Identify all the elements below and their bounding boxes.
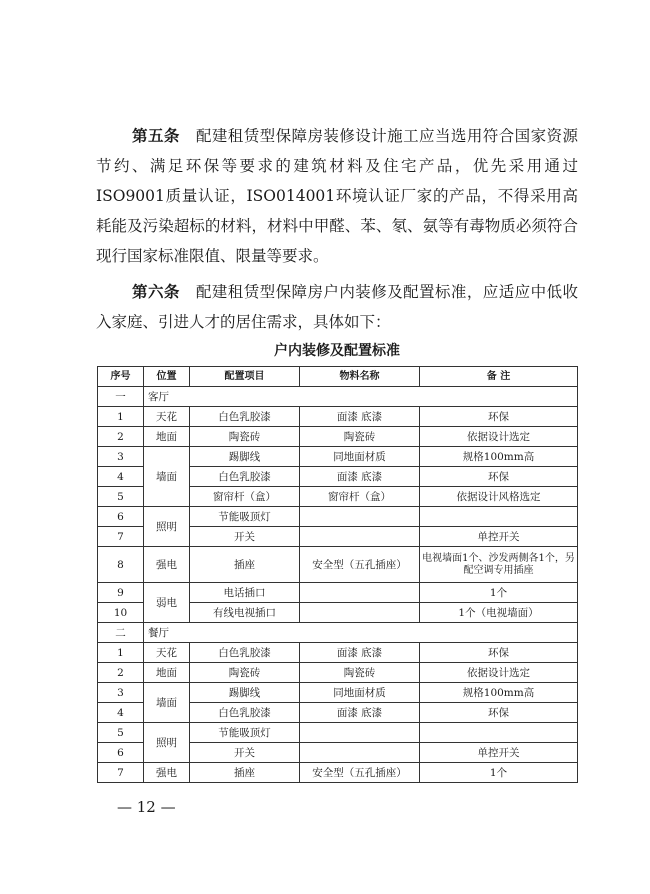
row-note: 依据设计选定 — [420, 427, 578, 447]
row-item: 有线电视插口 — [190, 603, 300, 623]
row-item: 插座 — [190, 763, 300, 783]
row-item: 窗帘杆（盒） — [190, 487, 300, 507]
row-item: 节能吸顶灯 — [190, 723, 300, 743]
section-name: 客厅 — [144, 387, 578, 407]
section-name: 餐厅 — [144, 623, 578, 643]
row-note: 环保 — [420, 703, 578, 723]
row-material — [300, 723, 420, 743]
row-position: 强电 — [144, 547, 190, 583]
row-item: 开关 — [190, 743, 300, 763]
row-note: 依据设计选定 — [420, 663, 578, 683]
table-row — [98, 427, 578, 447]
row-note: 1个 — [420, 763, 578, 783]
row-position: 天花 — [144, 407, 190, 427]
row-item: 节能吸顶灯 — [190, 507, 300, 527]
table-row — [98, 407, 578, 427]
row-number: 7 — [98, 763, 144, 783]
header-material: 物料名称 — [300, 367, 420, 387]
row-material: 陶瓷砖 — [300, 427, 420, 447]
row-material: 同地面材质 — [300, 683, 420, 703]
row-note: 规格100mm高 — [420, 447, 578, 467]
article-5-lead: 第五条 — [132, 127, 180, 145]
row-number: 6 — [98, 743, 144, 763]
row-item: 开关 — [190, 527, 300, 547]
row-position: 照明 — [144, 507, 190, 547]
table-header-row — [98, 367, 578, 387]
row-position: 墙面 — [144, 447, 190, 507]
table-row — [98, 643, 578, 663]
section-number: 二 — [98, 623, 144, 643]
row-item: 陶瓷砖 — [190, 427, 300, 447]
section-row — [98, 387, 578, 407]
row-material: 安全型（五孔插座） — [300, 547, 420, 583]
table-row — [98, 507, 578, 527]
row-number: 4 — [98, 703, 144, 723]
row-material: 安全型（五孔插座） — [300, 763, 420, 783]
article-5-paragraph — [96, 121, 578, 271]
row-note: 单控开关 — [420, 743, 578, 763]
row-material: 窗帘杆（盒） — [300, 487, 420, 507]
row-material: 面漆 底漆 — [300, 407, 420, 427]
row-note: 1个 — [420, 583, 578, 603]
row-material — [300, 527, 420, 547]
page-number: — 12 — — [117, 798, 176, 816]
row-material — [300, 583, 420, 603]
row-note — [420, 507, 578, 527]
row-note: 单控开关 — [420, 527, 578, 547]
row-position: 弱电 — [144, 583, 190, 623]
article-6-text: 配建租赁型保障房户内装修及配置标准，应适应中低收入家庭、引进人才的居住需求，具体如下： — [96, 283, 578, 331]
row-position: 强电 — [144, 763, 190, 783]
row-note: 电视墙面1个、沙发两侧各1个，另配空调专用插座 — [420, 547, 578, 583]
article-6-lead: 第六条 — [132, 283, 180, 301]
row-note: 环保 — [420, 643, 578, 663]
table-row — [98, 583, 578, 603]
section-row — [98, 623, 578, 643]
row-item: 插座 — [190, 547, 300, 583]
row-number: 1 — [98, 407, 144, 427]
table-row — [98, 763, 578, 783]
row-number: 2 — [98, 663, 144, 683]
row-number: 5 — [98, 487, 144, 507]
row-item: 白色乳胶漆 — [190, 703, 300, 723]
row-material: 面漆 底漆 — [300, 643, 420, 663]
row-material: 陶瓷砖 — [300, 663, 420, 683]
row-position: 地面 — [144, 663, 190, 683]
table-row — [98, 547, 578, 583]
article-5-text: 配建租赁型保障房装修设计施工应当选用符合国家资源节约、满足环保等要求的建筑材料及住宅产品，优先采用通过ISO9001质量认证，ISO014001环境认证厂家的产品，不得采用高耗能及污染超标的材料，材料中甲醛、苯、氡、氨等有毒物质必须符合现行国家标准限值、限量等要求。 — [96, 127, 578, 265]
row-number: 2 — [98, 427, 144, 447]
row-position: 照明 — [144, 723, 190, 763]
row-position: 天花 — [144, 643, 190, 663]
row-item: 白色乳胶漆 — [190, 407, 300, 427]
row-number: 3 — [98, 683, 144, 703]
row-number: 8 — [98, 547, 144, 583]
section-number: 一 — [98, 387, 144, 407]
row-material: 面漆 底漆 — [300, 703, 420, 723]
row-note: 环保 — [420, 407, 578, 427]
row-item: 白色乳胶漆 — [190, 643, 300, 663]
row-number: 10 — [98, 603, 144, 623]
article-6-paragraph — [96, 277, 578, 337]
row-number: 1 — [98, 643, 144, 663]
row-position: 地面 — [144, 427, 190, 447]
row-material — [300, 507, 420, 527]
row-item: 电话插口 — [190, 583, 300, 603]
row-item: 陶瓷砖 — [190, 663, 300, 683]
header-item: 配置项目 — [190, 367, 300, 387]
row-item: 踢脚线 — [190, 447, 300, 467]
table-row — [98, 683, 578, 703]
row-number: 9 — [98, 583, 144, 603]
table-row — [98, 447, 578, 467]
row-material — [300, 743, 420, 763]
header-position: 位置 — [144, 367, 190, 387]
row-number: 4 — [98, 467, 144, 487]
table-title: 户内装修及配置标准 — [274, 343, 400, 359]
config-table — [97, 366, 578, 783]
row-number: 6 — [98, 507, 144, 527]
row-note — [420, 723, 578, 743]
row-note: 依据设计风格选定 — [420, 487, 578, 507]
header-note: 备 注 — [420, 367, 578, 387]
row-number: 3 — [98, 447, 144, 467]
row-material: 面漆 底漆 — [300, 467, 420, 487]
row-number: 7 — [98, 527, 144, 547]
table-row — [98, 663, 578, 683]
row-item: 白色乳胶漆 — [190, 467, 300, 487]
row-position: 墙面 — [144, 683, 190, 723]
row-material — [300, 603, 420, 623]
table-row — [98, 723, 578, 743]
row-note: 1个（电视墙面） — [420, 603, 578, 623]
row-number: 5 — [98, 723, 144, 743]
row-material: 同地面材质 — [300, 447, 420, 467]
row-note: 规格100mm高 — [420, 683, 578, 703]
header-no: 序号 — [98, 367, 144, 387]
row-note: 环保 — [420, 467, 578, 487]
row-item: 踢脚线 — [190, 683, 300, 703]
